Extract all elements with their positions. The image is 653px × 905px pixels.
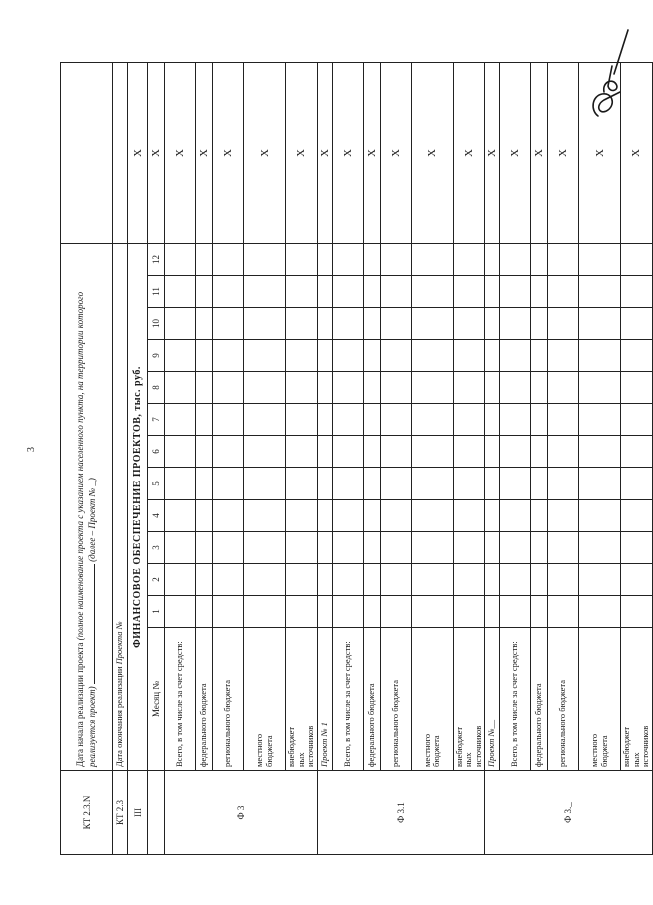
value-cell (244, 276, 286, 308)
value-cell (453, 243, 485, 275)
month-4: 4 (148, 500, 165, 532)
value-cell (621, 436, 653, 468)
value-cell (332, 564, 363, 596)
value-cell (286, 308, 318, 340)
value-cell (244, 564, 286, 596)
value-cell (213, 340, 244, 372)
value-cell (621, 532, 653, 564)
handwritten-signature (586, 22, 632, 122)
x-mark: Х (531, 62, 548, 243)
value-cell (165, 243, 196, 275)
value-cell (579, 436, 621, 468)
financing-table (60, 62, 653, 855)
value-cell (244, 340, 286, 372)
value-cell (380, 340, 411, 372)
value-cell (453, 596, 485, 628)
value-cell (579, 340, 621, 372)
value-cell (317, 532, 332, 564)
value-cell (485, 404, 500, 436)
value-cell (213, 372, 244, 404)
value-cell (411, 564, 453, 596)
month-9: 9 (148, 340, 165, 372)
value-cell (453, 372, 485, 404)
value-cell (165, 340, 196, 372)
funding-source-label: местного бюджета (579, 628, 621, 771)
value-cell (500, 276, 531, 308)
value-cell (363, 564, 380, 596)
value-cell (165, 500, 196, 532)
project-label: Проект № 1 (317, 628, 332, 771)
block-2-row-local (411, 62, 453, 854)
value-cell (531, 243, 548, 275)
value-cell (286, 468, 318, 500)
month-1: 1 (148, 596, 165, 628)
value-cell (165, 404, 196, 436)
month-6: 6 (148, 436, 165, 468)
funding-source-label: регионального бюджета (548, 628, 579, 771)
block-3-row-extra (621, 62, 653, 854)
value-cell (286, 564, 318, 596)
value-cell (485, 308, 500, 340)
x-mark: Х (148, 62, 165, 243)
months-label: Месяц № (148, 628, 165, 771)
value-cell (286, 340, 318, 372)
value-cell (411, 532, 453, 564)
value-cell (579, 500, 621, 532)
value-cell (196, 596, 213, 628)
value-cell (411, 308, 453, 340)
value-cell (579, 468, 621, 500)
value-cell (380, 532, 411, 564)
value-cell (531, 404, 548, 436)
code-cell-kt-2-3: КТ 2.3 (113, 771, 128, 855)
value-cell (286, 372, 318, 404)
value-cell (485, 340, 500, 372)
value-cell (453, 404, 485, 436)
value-cell (332, 372, 363, 404)
value-cell (286, 500, 318, 532)
value-cell (453, 436, 485, 468)
value-cell (317, 500, 332, 532)
value-cell (332, 436, 363, 468)
block-3-row-proj (485, 62, 500, 854)
value-cell (332, 500, 363, 532)
rotated-form-sheet (60, 63, 650, 855)
value-cell (485, 436, 500, 468)
empty-cell (61, 62, 113, 243)
value-cell (317, 243, 332, 275)
value-cell (286, 243, 318, 275)
month-2: 2 (148, 564, 165, 596)
month-10: 10 (148, 308, 165, 340)
value-cell (500, 564, 531, 596)
value-cell (411, 372, 453, 404)
value-cell (317, 436, 332, 468)
value-cell (485, 276, 500, 308)
value-cell (286, 436, 318, 468)
block-3-row-federal (531, 62, 548, 854)
value-cell (244, 596, 286, 628)
value-cell (531, 308, 548, 340)
value-cell (165, 372, 196, 404)
value-cell (579, 243, 621, 275)
value-cell (531, 340, 548, 372)
page-number: 3 (26, 447, 37, 452)
value-cell (244, 500, 286, 532)
funding-source-label: регионального бюджета (213, 628, 244, 771)
value-cell (453, 500, 485, 532)
value-cell (548, 532, 579, 564)
value-cell (485, 500, 500, 532)
value-cell (579, 532, 621, 564)
value-cell (196, 243, 213, 275)
x-mark: Х (317, 62, 332, 243)
value-cell (531, 468, 548, 500)
value-cell (548, 372, 579, 404)
value-cell (165, 276, 196, 308)
month-3: 3 (148, 532, 165, 564)
block-2-row-total (332, 62, 363, 854)
value-cell (548, 276, 579, 308)
row-header-end (113, 62, 128, 854)
value-cell (317, 564, 332, 596)
value-cell (548, 468, 579, 500)
value-cell (453, 276, 485, 308)
value-cell (548, 404, 579, 436)
funding-source-label: внебюджетных источников (286, 628, 318, 771)
value-cell (213, 596, 244, 628)
project-start-description: Дата начала реализации проекта (полное наименование проекта с указанием населенного пункта, на территории которого реализуется проект) (далее – Проект № _) (61, 243, 113, 770)
value-cell (411, 436, 453, 468)
value-cell (165, 436, 196, 468)
value-cell (363, 404, 380, 436)
value-cell (165, 468, 196, 500)
value-cell (579, 404, 621, 436)
block-3-row-total (500, 62, 531, 854)
value-cell (380, 436, 411, 468)
value-cell (380, 276, 411, 308)
value-cell (317, 404, 332, 436)
value-cell (485, 243, 500, 275)
value-cell (213, 564, 244, 596)
x-mark: Х (500, 62, 531, 243)
value-cell (531, 372, 548, 404)
value-cell (165, 532, 196, 564)
value-cell (363, 243, 380, 275)
value-cell (453, 340, 485, 372)
value-cell (332, 404, 363, 436)
value-cell (332, 308, 363, 340)
value-cell (244, 404, 286, 436)
value-cell (548, 500, 579, 532)
block-2-row-regional (380, 62, 411, 854)
value-cell (213, 532, 244, 564)
value-cell (213, 500, 244, 532)
value-cell (213, 468, 244, 500)
value-cell (579, 596, 621, 628)
value-cell (411, 340, 453, 372)
value-cell (380, 243, 411, 275)
value-cell (411, 468, 453, 500)
value-cell (363, 596, 380, 628)
block-2-row-proj (317, 62, 332, 854)
value-cell (196, 564, 213, 596)
value-cell (363, 500, 380, 532)
funding-blocks (165, 62, 653, 854)
x-mark: Х (286, 62, 318, 243)
value-cell (332, 243, 363, 275)
value-cell (579, 372, 621, 404)
value-cell (579, 308, 621, 340)
value-cell (380, 404, 411, 436)
x-mark: Х (579, 62, 621, 243)
value-cell (621, 372, 653, 404)
value-cell (213, 276, 244, 308)
value-cell (500, 308, 531, 340)
value-cell (411, 500, 453, 532)
value-cell (332, 340, 363, 372)
value-cell (621, 308, 653, 340)
value-cell (485, 372, 500, 404)
funding-source-label: федерального бюджета (196, 628, 213, 771)
x-mark: Х (453, 62, 485, 243)
value-cell (286, 404, 318, 436)
block-code: Ф 3._ (485, 771, 653, 855)
value-cell (531, 276, 548, 308)
value-cell (196, 500, 213, 532)
funding-source-label: внебюджетных источников (621, 628, 653, 771)
value-cell (500, 372, 531, 404)
value-cell (621, 404, 653, 436)
value-cell (286, 596, 318, 628)
value-cell (244, 243, 286, 275)
value-cell (196, 468, 213, 500)
value-cell (363, 340, 380, 372)
block-1-row-federal (196, 62, 213, 854)
section-title: ФИНАНСОВОЕ ОБЕСПЕЧЕНИЕ ПРОЕКТОВ, тыс. руб. (128, 243, 148, 770)
value-cell (317, 308, 332, 340)
value-cell (332, 596, 363, 628)
value-cell (363, 468, 380, 500)
month-11: 11 (148, 276, 165, 308)
value-cell (196, 404, 213, 436)
x-mark: Х (548, 62, 579, 243)
value-cell (196, 340, 213, 372)
value-cell (213, 243, 244, 275)
value-cell (244, 436, 286, 468)
value-cell (332, 468, 363, 500)
value-cell (317, 276, 332, 308)
block-code: Ф 3.1 (317, 771, 485, 855)
value-cell (286, 276, 318, 308)
value-cell (196, 372, 213, 404)
value-cell (380, 596, 411, 628)
funding-source-label: Всего, в том числе за счет средств: (332, 628, 363, 771)
value-cell (500, 532, 531, 564)
value-cell (244, 532, 286, 564)
x-mark: Х (485, 62, 500, 243)
value-cell (621, 276, 653, 308)
value-cell (531, 436, 548, 468)
code-cell-kt-2-3-n: КТ 2.3.N (61, 771, 113, 855)
value-cell (244, 372, 286, 404)
value-cell (621, 468, 653, 500)
value-cell (531, 500, 548, 532)
value-cell (500, 468, 531, 500)
value-cell (453, 564, 485, 596)
value-cell (363, 532, 380, 564)
block-2-row-extra (453, 62, 485, 854)
funding-source-label: местного бюджета (411, 628, 453, 771)
value-cell (485, 564, 500, 596)
value-cell (411, 276, 453, 308)
month-7: 7 (148, 404, 165, 436)
value-cell (500, 500, 531, 532)
value-cell (548, 308, 579, 340)
value-cell (411, 404, 453, 436)
row-months (148, 62, 165, 854)
value-cell (213, 308, 244, 340)
value-cell (548, 596, 579, 628)
value-cell (531, 532, 548, 564)
x-mark: Х (244, 62, 286, 243)
empty-cell (148, 771, 165, 855)
block-1-row-regional (213, 62, 244, 854)
value-cell (548, 340, 579, 372)
row-section-title (128, 62, 148, 854)
block-3-row-regional (548, 62, 579, 854)
value-cell (380, 468, 411, 500)
x-mark: Х (332, 62, 363, 243)
value-cell (317, 596, 332, 628)
x-mark: Х (621, 62, 653, 243)
value-cell (621, 340, 653, 372)
x-mark: Х (165, 62, 196, 243)
value-cell (196, 532, 213, 564)
month-8: 8 (148, 372, 165, 404)
section-code: III (128, 771, 148, 855)
value-cell (363, 308, 380, 340)
value-cell (485, 532, 500, 564)
value-cell (380, 372, 411, 404)
value-cell (380, 308, 411, 340)
value-cell (332, 276, 363, 308)
value-cell (548, 243, 579, 275)
value-cell (500, 243, 531, 275)
value-cell (531, 564, 548, 596)
blank-line (86, 564, 95, 684)
value-cell (317, 372, 332, 404)
value-cell (548, 436, 579, 468)
value-cell (363, 436, 380, 468)
value-cell (196, 436, 213, 468)
project-end-label: Дата окончания реализации Проекта № (113, 243, 128, 770)
value-cell (332, 532, 363, 564)
month-5: 5 (148, 468, 165, 500)
value-cell (579, 276, 621, 308)
value-cell (165, 308, 196, 340)
month-12: 12 (148, 243, 165, 275)
value-cell (411, 596, 453, 628)
funding-source-label: федерального бюджета (531, 628, 548, 771)
value-cell (380, 500, 411, 532)
value-cell (244, 308, 286, 340)
value-cell (363, 372, 380, 404)
x-mark: Х (196, 62, 213, 243)
value-cell (453, 308, 485, 340)
x-mark: Х (380, 62, 411, 243)
value-cell (579, 564, 621, 596)
funding-source-label: Всего, в том числе за счет средств: (165, 628, 196, 771)
value-cell (500, 404, 531, 436)
block-1-row-local (244, 62, 286, 854)
value-cell (165, 564, 196, 596)
value-cell (500, 340, 531, 372)
value-cell (196, 308, 213, 340)
value-cell (621, 243, 653, 275)
value-cell (380, 564, 411, 596)
value-cell (453, 468, 485, 500)
value-cell (485, 468, 500, 500)
funding-source-label: Всего, в том числе за счет средств: (500, 628, 531, 771)
block-1-row-total (165, 62, 196, 854)
x-mark: Х (128, 62, 148, 243)
x-mark: Х (363, 62, 380, 243)
funding-source-label: регионального бюджета (380, 628, 411, 771)
value-cell (165, 596, 196, 628)
value-cell (286, 532, 318, 564)
funding-source-label: федерального бюджета (363, 628, 380, 771)
value-cell (548, 564, 579, 596)
value-cell (485, 596, 500, 628)
value-cell (244, 468, 286, 500)
block-3-row-local (579, 62, 621, 854)
value-cell (500, 596, 531, 628)
block-2-row-federal (363, 62, 380, 854)
value-cell (317, 468, 332, 500)
funding-source-label: местного бюджета (244, 628, 286, 771)
row-header-start (61, 62, 113, 854)
x-mark: Х (411, 62, 453, 243)
block-1-row-extra (286, 62, 318, 854)
empty-cell (113, 62, 128, 243)
value-cell (411, 243, 453, 275)
value-cell (621, 500, 653, 532)
value-cell (196, 276, 213, 308)
value-cell (317, 340, 332, 372)
value-cell (213, 404, 244, 436)
value-cell (621, 596, 653, 628)
block-code: Ф 3 (165, 771, 318, 855)
project-label: Проект №__ (485, 628, 500, 771)
value-cell (453, 532, 485, 564)
value-cell (213, 436, 244, 468)
value-cell (531, 596, 548, 628)
funding-source-label: внебюджетных источников (453, 628, 485, 771)
value-cell (500, 436, 531, 468)
x-mark: Х (213, 62, 244, 243)
value-cell (363, 276, 380, 308)
value-cell (621, 564, 653, 596)
